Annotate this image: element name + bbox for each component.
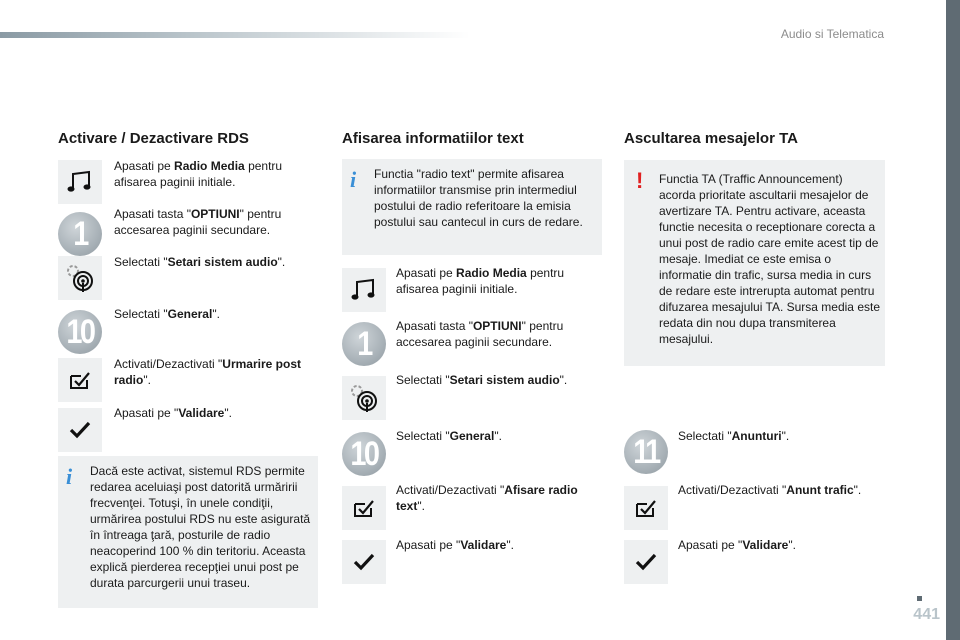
col1-step3-text: Selectati "Setari sistem audio". — [114, 255, 286, 269]
step-badge: 1 — [58, 212, 102, 256]
col3-step3-text: Apasati pe "Validare". — [678, 538, 796, 552]
page-edge-strip — [946, 0, 960, 640]
step-badge: 10 — [58, 310, 102, 354]
col3-title: Ascultarea mesajelor TA — [624, 130, 798, 147]
checkmark-icon — [342, 540, 386, 584]
col2-step4-text: Selectati "General". — [396, 429, 502, 443]
col1-info-box — [58, 456, 318, 608]
step-badge: 1 — [342, 322, 386, 366]
col1-step1-text: Apasati pe Radio Media pentru afisarea paginii initiale. — [114, 159, 283, 189]
col1-step5-text: Activati/Dezactivati "Urmarire post radio". — [114, 357, 301, 387]
checkbox-icon — [624, 486, 668, 530]
info-icon: i — [66, 464, 73, 489]
col2-step3-text: Selectati "Setari sistem audio". — [396, 373, 568, 387]
col2-step2-text: Apasati tasta "OPTIUNI" pentru accesarea paginii secundare. — [396, 319, 564, 349]
warning-icon: ! — [636, 168, 644, 193]
checkbox-icon — [58, 358, 102, 402]
col1-step6-text: Apasati pe "Validare". — [114, 406, 232, 420]
col3-step2-text: Activati/Dezactivati "Anunt trafic". — [678, 483, 862, 497]
section-title: Audio si Telematica — [780, 27, 884, 41]
page-number: 441 — [913, 606, 940, 623]
header-bar — [0, 32, 470, 38]
gear-antenna-icon — [58, 256, 102, 300]
col2-step5-text: Activati/Dezactivati "Afisare radio text". — [396, 483, 578, 513]
col2-title: Afisarea informatiilor text — [342, 130, 524, 147]
music-note-icon — [58, 160, 102, 204]
col1-step2-text: Apasati tasta "OPTIUNI" pentru accesarea paginii secundare. — [114, 207, 282, 237]
page-marker — [917, 596, 922, 601]
col2-step1-text: Apasati pe Radio Media pentru afisarea paginii initiale. — [396, 266, 565, 296]
col2-info-text: Functia "radio text" permite afisarea informatiilor transmise prin intermediul postului de radio referitoare la emisia postului sau cantecul in curs de redare. — [374, 167, 583, 229]
checkmark-icon — [58, 408, 102, 452]
col3-warning-box — [624, 160, 885, 366]
checkbox-icon — [342, 486, 386, 530]
step-badge: 10 — [342, 432, 386, 476]
col3-step1-text: Selectati "Anunturi". — [678, 429, 790, 443]
col3-warning-text: Functia TA (Traffic Announcement) acorda prioritate ascultarii mesajelor de avertizare TA. Pentru activare, aceasta functie necesita o receptionare corecta a unui post de radio care emite acest tip de mesaje. Imediat ce este emisa o informatie din trafic, sursa media in curs de redare este intrerupta automat pentru difuzarea mesajului TA. Sursa media este redata din nou dupa transmiterea mesajului. — [659, 172, 880, 346]
col1-title: Activare / Dezactivare RDS — [58, 130, 249, 147]
col1-info-text: Dacă este activat, sistemul RDS permite redarea aceluiaşi post datorită urmăririi frecvenţei. Totuşi, în unele condiţii, urmărirea postului RDS nu este asigurată în întreaga ţară, posturile de radio neacoperind 100 % din teritoriu. Aceasta explică pierderea recepţiei unui post pe durata parcurgerii unui traseu. — [90, 464, 311, 590]
checkmark-icon — [624, 540, 668, 584]
step-badge: 11 — [624, 430, 668, 474]
col1-step4-text: Selectati "General". — [114, 307, 220, 321]
col2-step6-text: Apasati pe "Validare". — [396, 538, 514, 552]
col2-info-box — [342, 159, 602, 255]
gear-antenna-icon — [342, 376, 386, 420]
music-note-icon — [342, 268, 386, 312]
info-icon: i — [350, 167, 357, 192]
